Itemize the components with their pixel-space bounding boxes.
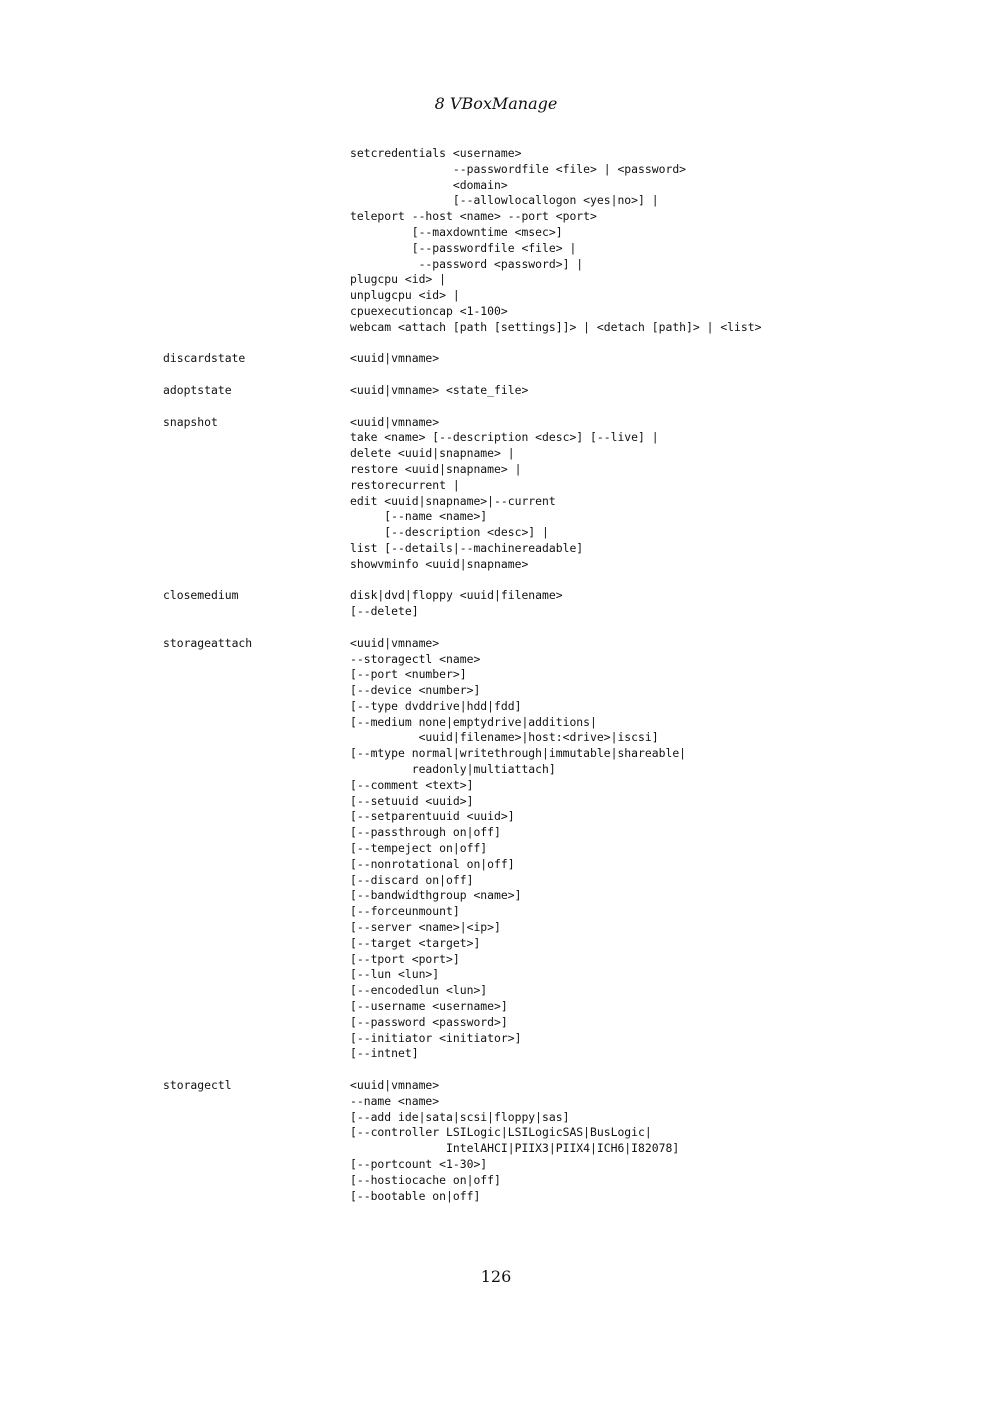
command-section	[163, 1078, 863, 1204]
syntax-line: webcam <attach [path [settings]]> | <detach [path]> | <list>	[350, 319, 762, 334]
syntax-line: [--hostiocache on|off]	[350, 1172, 501, 1187]
syntax-line: [--comment <text>]	[350, 777, 474, 792]
syntax-line: [--lun <lun>]	[350, 967, 440, 982]
syntax-line: [--medium none|emptydrive|additions|	[350, 714, 597, 729]
syntax-line: <uuid|vmname> <state_file>	[350, 382, 529, 397]
syntax-line: --storagectl <name>	[350, 651, 481, 666]
syntax-line: unplugcpu <id> |	[350, 288, 460, 303]
syntax-line: list [--details|--machinereadable]	[350, 540, 584, 555]
syntax-line: [--name <name>]	[350, 509, 488, 524]
command-name: storageattach	[163, 635, 253, 650]
command-name: adoptstate	[163, 382, 232, 397]
syntax-line: [--allowlocallogon <yes|no>] |	[350, 193, 659, 208]
syntax-line: [--passwordfile <file> |	[350, 240, 577, 255]
syntax-line: [--passthrough on|off]	[350, 825, 501, 840]
syntax-line: [--username <username>]	[350, 999, 508, 1014]
syntax-line: [--device <number>]	[350, 683, 481, 698]
command-name: closemedium	[163, 588, 239, 603]
command-syntax	[350, 351, 863, 367]
command-section	[163, 588, 863, 620]
syntax-line: <uuid|vmname>	[350, 1078, 440, 1093]
syntax-line: [--forceunmount]	[350, 904, 460, 919]
syntax-line: edit <uuid|snapname>|--current	[350, 493, 556, 508]
syntax-line: [--add ide|sata|scsi|floppy|sas]	[350, 1109, 570, 1124]
syntax-line: [--initiator <initiator>]	[350, 1030, 522, 1045]
syntax-line: [--type dvddrive|hdd|fdd]	[350, 698, 522, 713]
syntax-line: --passwordfile <file> | <password>	[350, 161, 687, 176]
command-syntax	[350, 415, 863, 573]
syntax-line: <uuid|vmname>	[350, 635, 440, 650]
command-syntax	[350, 146, 863, 336]
command-section	[163, 415, 863, 573]
command-syntax	[350, 588, 863, 620]
command-name: discardstate	[163, 351, 246, 366]
syntax-line: <uuid|filename>|host:<drive>|iscsi]	[350, 730, 659, 745]
syntax-line: [--bootable on|off]	[350, 1188, 481, 1203]
command-section	[163, 146, 863, 336]
command-syntax	[350, 383, 863, 399]
syntax-line: cpuexecutioncap <1-100>	[350, 303, 508, 318]
syntax-line: take <name> [--description <desc>] [--live] |	[350, 430, 659, 445]
command-section	[163, 636, 863, 1063]
command-name: snapshot	[163, 414, 218, 429]
syntax-line: [--portcount <1-30>]	[350, 1157, 488, 1171]
command-name: storagectl	[163, 1078, 232, 1093]
syntax-line: disk|dvd|floppy <uuid|filename>	[350, 588, 563, 603]
syntax-line: [--bandwidthgroup <name>]	[350, 888, 522, 903]
syntax-line: [--nonrotational on|off]	[350, 856, 515, 871]
command-name	[163, 146, 350, 336]
command-section	[163, 351, 863, 367]
syntax-line: [--tport <port>]	[350, 951, 460, 966]
syntax-line: plugcpu <id> |	[350, 272, 447, 287]
syntax-line: --password <password>] |	[350, 256, 584, 271]
syntax-line: [--port <number>]	[350, 667, 467, 682]
syntax-line: [--discard on|off]	[350, 872, 474, 887]
syntax-line: [--password <password>]	[350, 1014, 508, 1029]
syntax-line: [--tempeject on|off]	[350, 841, 488, 856]
syntax-line: readonly|multiattach]	[350, 762, 556, 777]
syntax-line: setcredentials <username>	[350, 146, 522, 160]
syntax-line: [--controller LSILogic|LSILogicSAS|BusLogic|	[350, 1125, 652, 1140]
page-header: 8 VBoxManage	[434, 94, 558, 113]
syntax-line: teleport --host <name> --port <port>	[350, 209, 597, 224]
syntax-line: [--delete]	[350, 604, 419, 619]
syntax-line: delete <uuid|snapname> |	[350, 446, 515, 461]
syntax-line: restore <uuid|snapname> |	[350, 461, 522, 476]
syntax-line: [--mtype normal|writethrough|immutable|shareable|	[350, 746, 687, 761]
syntax-line: [--server <name>|<ip>]	[350, 920, 501, 935]
syntax-line: --name <name>	[350, 1093, 440, 1108]
syntax-line: [--encodedlun <lun>]	[350, 983, 488, 998]
syntax-line: [--setuuid <uuid>]	[350, 793, 474, 808]
syntax-line: <uuid|vmname>	[350, 414, 440, 429]
syntax-line: [--maxdowntime <msec>]	[350, 224, 563, 239]
syntax-line: [--setparentuuid <uuid>]	[350, 809, 515, 824]
page-number: 126	[480, 1267, 512, 1286]
syntax-line: IntelAHCI|PIIX3|PIIX4|ICH6|I82078]	[350, 1141, 680, 1156]
syntax-line: [--target <target>]	[350, 935, 481, 950]
command-syntax	[350, 636, 863, 1063]
command-section	[163, 383, 863, 399]
syntax-line: <uuid|vmname>	[350, 351, 440, 366]
syntax-line: <domain>	[350, 177, 508, 192]
command-reference	[163, 146, 863, 1220]
syntax-line: restorecurrent |	[350, 477, 460, 492]
syntax-line: showvminfo <uuid|snapname>	[350, 556, 529, 571]
syntax-line: [--intnet]	[350, 1046, 419, 1061]
syntax-line: [--description <desc>] |	[350, 525, 549, 540]
command-syntax	[350, 1078, 863, 1204]
